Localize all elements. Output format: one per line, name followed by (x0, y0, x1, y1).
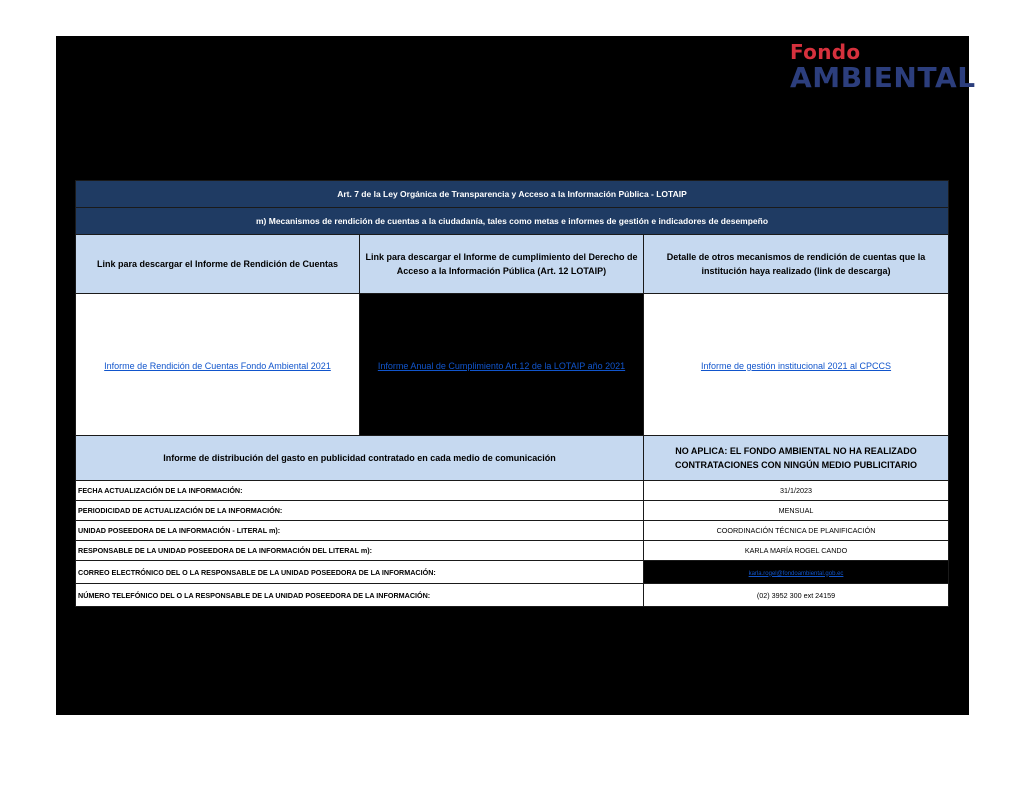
responsable-value: KARLA MARÍA ROGEL CANDO (644, 541, 949, 561)
fondo-ambiental-logo (790, 40, 976, 97)
link-cell-cumplimiento (360, 294, 644, 436)
telefono-label: NÚMERO TELEFÓNICO DEL O LA RESPONSABLE DE LA UNIDAD POSEEDORA DE LA INFORMACIÓN: (76, 584, 644, 607)
logo-line-2: AMBIENTAL (790, 61, 976, 94)
periodicidad-value: MENSUAL (644, 501, 949, 521)
unidad-poseedora-value: COORDINACIÓN TÉCNICA DE PLANIFICACIÓN (644, 521, 949, 541)
distribution-value: NO APLICA: EL FONDO AMBIENTAL NO HA REALIZADO CONTRATACIONES CON NINGÚN MEDIO PUBLICITARIO (644, 436, 949, 481)
correo-label: CORREO ELECTRÓNICO DEL O LA RESPONSABLE DE LA UNIDAD POSEEDORA DE LA INFORMACIÓN: (76, 561, 644, 584)
link-cell-rendicion (76, 294, 360, 436)
column-header-cumplimiento: Link para descargar el Informe de cumplimiento del Derecho de Acceso a la Información Pública (Art. 12 LOTAIP) (360, 235, 644, 294)
fecha-actualizacion-value: 31/1/2023 (644, 481, 949, 501)
cumplimiento-lotaip-link[interactable]: Informe Anual de Cumplimiento Art.12 de la LOTAIP año 2021 (377, 360, 626, 371)
fecha-actualizacion-label: FECHA ACTUALIZACIÓN DE LA INFORMACIÓN: (76, 481, 644, 501)
logo-line-1: Fondo (790, 40, 861, 64)
correo-link[interactable]: karla.rogel@fondoambiental.gob.ec (748, 570, 844, 577)
responsable-label: RESPONSABLE DE LA UNIDAD POSEEDORA DE LA INFORMACIÓN DEL LITERAL m): (76, 541, 644, 561)
gestion-institucional-link[interactable]: Informe de gestión institucional 2021 al CPCCS (700, 360, 892, 371)
table-subtitle: m) Mecanismos de rendición de cuentas a la ciudadanía, tales como metas e informes de gestión e indicadores de desempeño (76, 208, 949, 235)
rendicion-cuentas-link[interactable]: Informe de Rendición de Cuentas Fondo Ambiental 2021 (104, 360, 331, 371)
periodicidad-label: PERIODICIDAD DE ACTUALIZACIÓN DE LA INFORMACIÓN: (76, 501, 644, 521)
column-header-otros-mecanismos: Detalle de otros mecanismos de rendición de cuentas que la institución haya realizado (link de descarga) (644, 235, 949, 294)
table-title: Art. 7 de la Ley Orgánica de Transparencia y Acceso a la Información Pública - LOTAIP (76, 181, 949, 208)
distribution-label: Informe de distribución del gasto en publicidad contratado en cada medio de comunicación (76, 436, 644, 481)
column-header-rendicion: Link para descargar el Informe de Rendición de Cuentas (76, 235, 360, 294)
telefono-value: (02) 3952 300 ext 24159 (644, 584, 949, 607)
lotaip-table (75, 180, 949, 607)
correo-cell (644, 561, 949, 584)
unidad-poseedora-label: UNIDAD POSEEDORA DE LA INFORMACIÓN - LITERAL m): (76, 521, 644, 541)
link-cell-gestion (644, 294, 949, 436)
